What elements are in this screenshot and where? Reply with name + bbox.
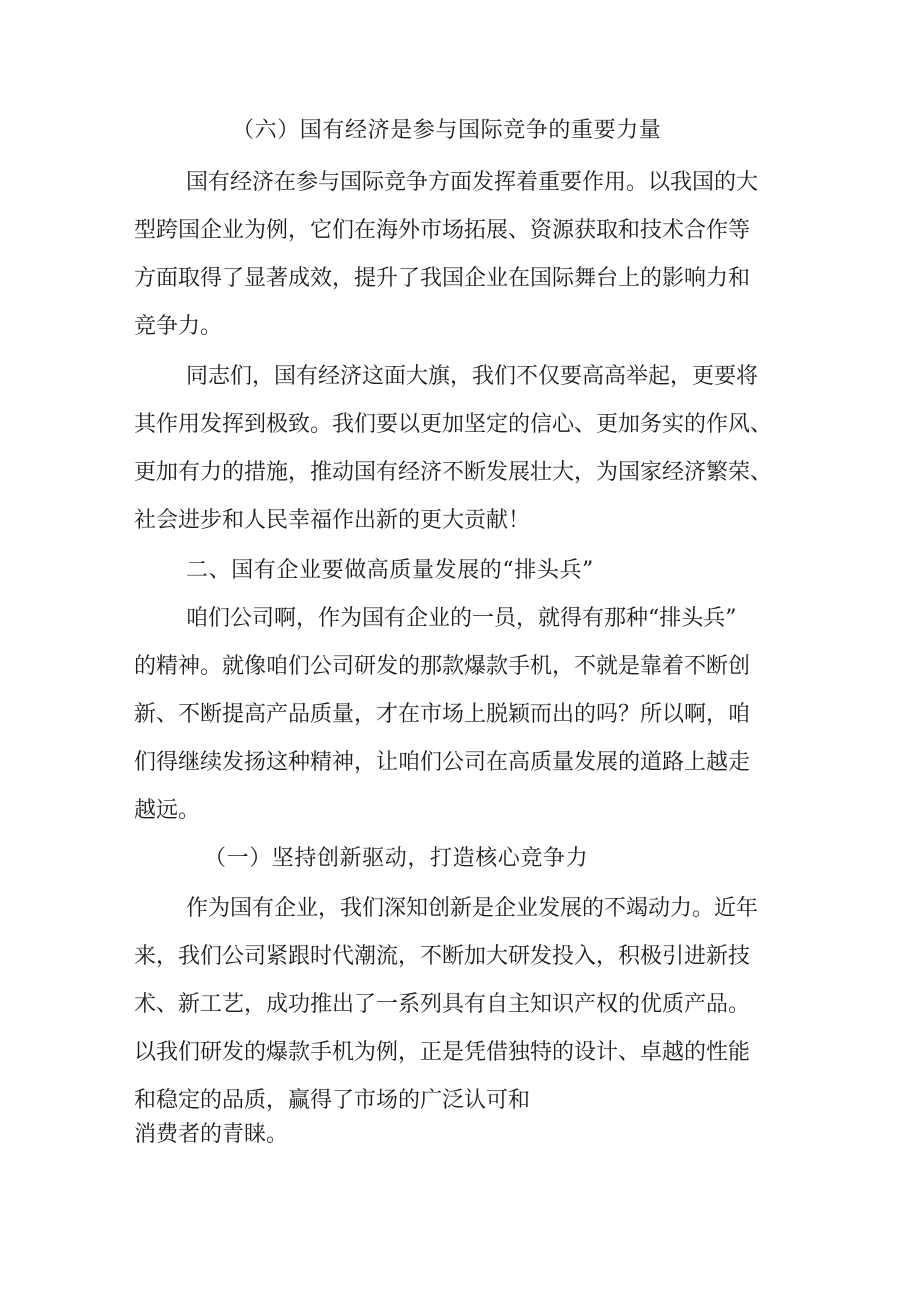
section-heading-6: （六）国有经济是参与国际竞争的重要力量 [232,118,662,143]
paragraph-line: 作为国有企业，我们深知创新是企业发展的不竭动力。近年 [186,896,759,921]
paragraph-line: 术、新工艺，成功推出了一系列具有自主知识产权的优质产品。 [134,992,751,1017]
paragraph-line: 新、不断提高产品质量，才在市场上脱颖而出的吗？所以啊，咱 [134,702,751,727]
paragraph-line: 咱们公司啊，作为国有企业的一员，就得有那种“排头兵” [186,606,737,631]
paragraph-line: 的精神。就像咱们公司研发的那款爆款手机，不就是靠着不断创 [134,654,751,679]
paragraph-line: 消费者的青睐。 [134,1122,289,1147]
paragraph-line: 越远。 [134,798,201,823]
paragraph-line: 型跨国企业为例，它们在海外市场拓展、资源获取和技术合作等 [134,218,751,243]
paragraph-line: 更加有力的措施，推动国有经济不断发展壮大，为国家经济繁荣、 [134,460,773,485]
paragraph-line: 们得继续发扬这种精神，让咱们公司在高质量发展的道路上越走 [134,750,751,775]
section-heading-2: 二、国有企业要做高质量发展的“排头兵” [186,558,594,583]
paragraph-line: 其作用发挥到极致。我们要以更加坚定的信心、更加务实的作风、 [134,412,773,437]
paragraph-line: 方面取得了显著成效，提升了我国企业在国际舞台上的影响力和 [134,266,751,291]
paragraph-line: 同志们，国有经济这面大旗，我们不仅要高高举起，更要将 [186,364,759,389]
paragraph-line: 竞争力。 [134,314,223,339]
paragraph-line: 来，我们公司紧跟时代潮流，不断加大研发投入，积极引进新技 [134,944,751,969]
paragraph-line: 社会进步和人民幸福作出新的更大贡献！ [134,508,531,533]
paragraph-line: 以我们研发的爆款手机为例，正是凭借独特的设计、卓越的性能 [134,1040,751,1065]
paragraph-line: 和稳定的品质，赢得了市场的广泛认可和 [134,1088,531,1113]
paragraph-line: 国有经济在参与国际竞争方面发挥着重要作用。以我国的大 [186,170,759,195]
section-heading-2-1: （一）坚持创新驱动，打造核心竞争力 [204,846,589,871]
